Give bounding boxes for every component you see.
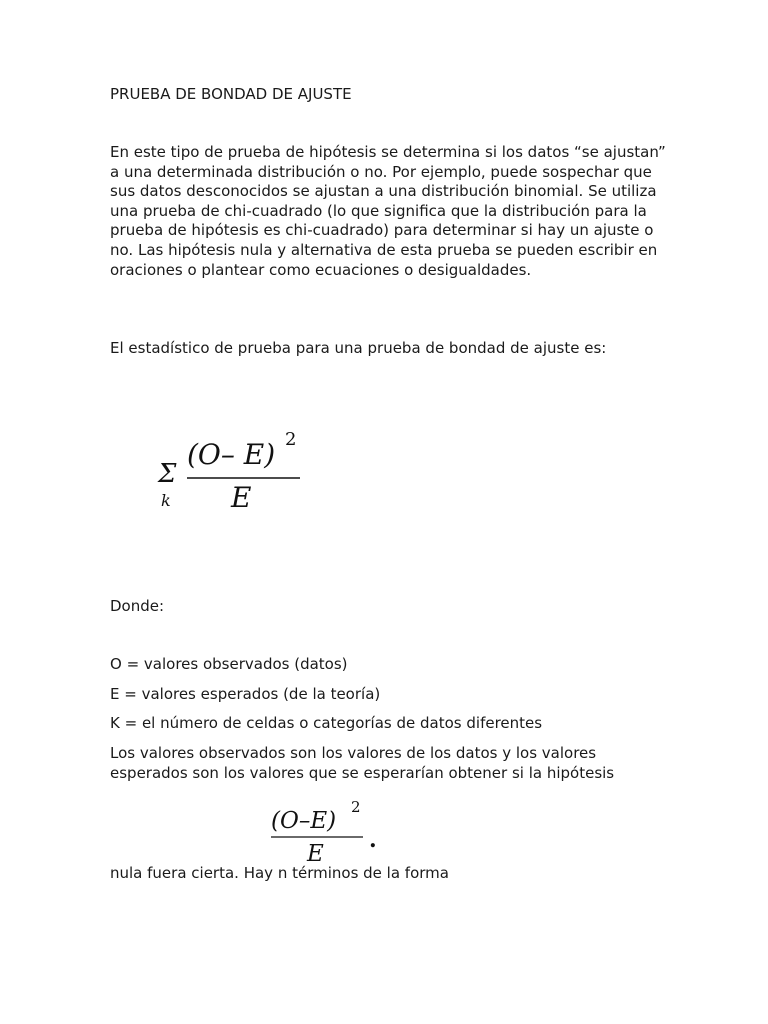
term-exponent: 2 — [351, 798, 361, 816]
definition-observed: O = valores observados (datos) — [110, 655, 348, 673]
formula-numerator: (O– E) — [187, 438, 276, 471]
term-denominator: E — [307, 841, 324, 867]
sum-index: k — [161, 491, 171, 510]
formula-exponent: 2 — [285, 429, 297, 450]
where-label: Donde: — [110, 597, 165, 615]
definition-k: K = el número de celdas o categorías de datos diferentes — [110, 714, 543, 732]
term-formula — [265, 795, 390, 870]
statistic-intro-paragraph: El estadístico de prueba para una prueba de bondad de ajuste es: — [110, 339, 607, 357]
explanation-paragraph: Los valores observados son los valores de los datos y los valores esperados son los valores que se esperarían obtener si la hipótesis — [110, 744, 615, 782]
formula-denominator: E — [231, 481, 252, 514]
document-title: PRUEBA DE BONDAD DE AJUSTE — [110, 85, 352, 103]
sum-symbol: Σ — [158, 459, 177, 489]
intro-paragraph: En este tipo de prueba de hipótesis se determina si los datos “se ajustan” a una determinada distribución o no. Por ejemplo, puede sospechar que sus datos desconocidos se ajustan a una distribución binomial. Se utiliza una prueba de chi-cuadrado (lo que significa que la distribución para la prueba de hipótesis es chi-cuadrado) para determinar si hay un ajuste o no. Las hipótesis nula y alternativa de esta prueba se pueden escribir en oraciones o plantear como ecuaciones o desigualdades. — [110, 143, 666, 279]
term-trailing-dot: . — [369, 827, 377, 853]
term-numerator: (O–E) — [271, 808, 337, 834]
chi-square-formula — [155, 425, 315, 520]
closing-paragraph: nula fuera cierta. Hay n términos de la forma — [110, 864, 449, 882]
definition-expected: E = valores esperados (de la teoría) — [110, 685, 381, 703]
